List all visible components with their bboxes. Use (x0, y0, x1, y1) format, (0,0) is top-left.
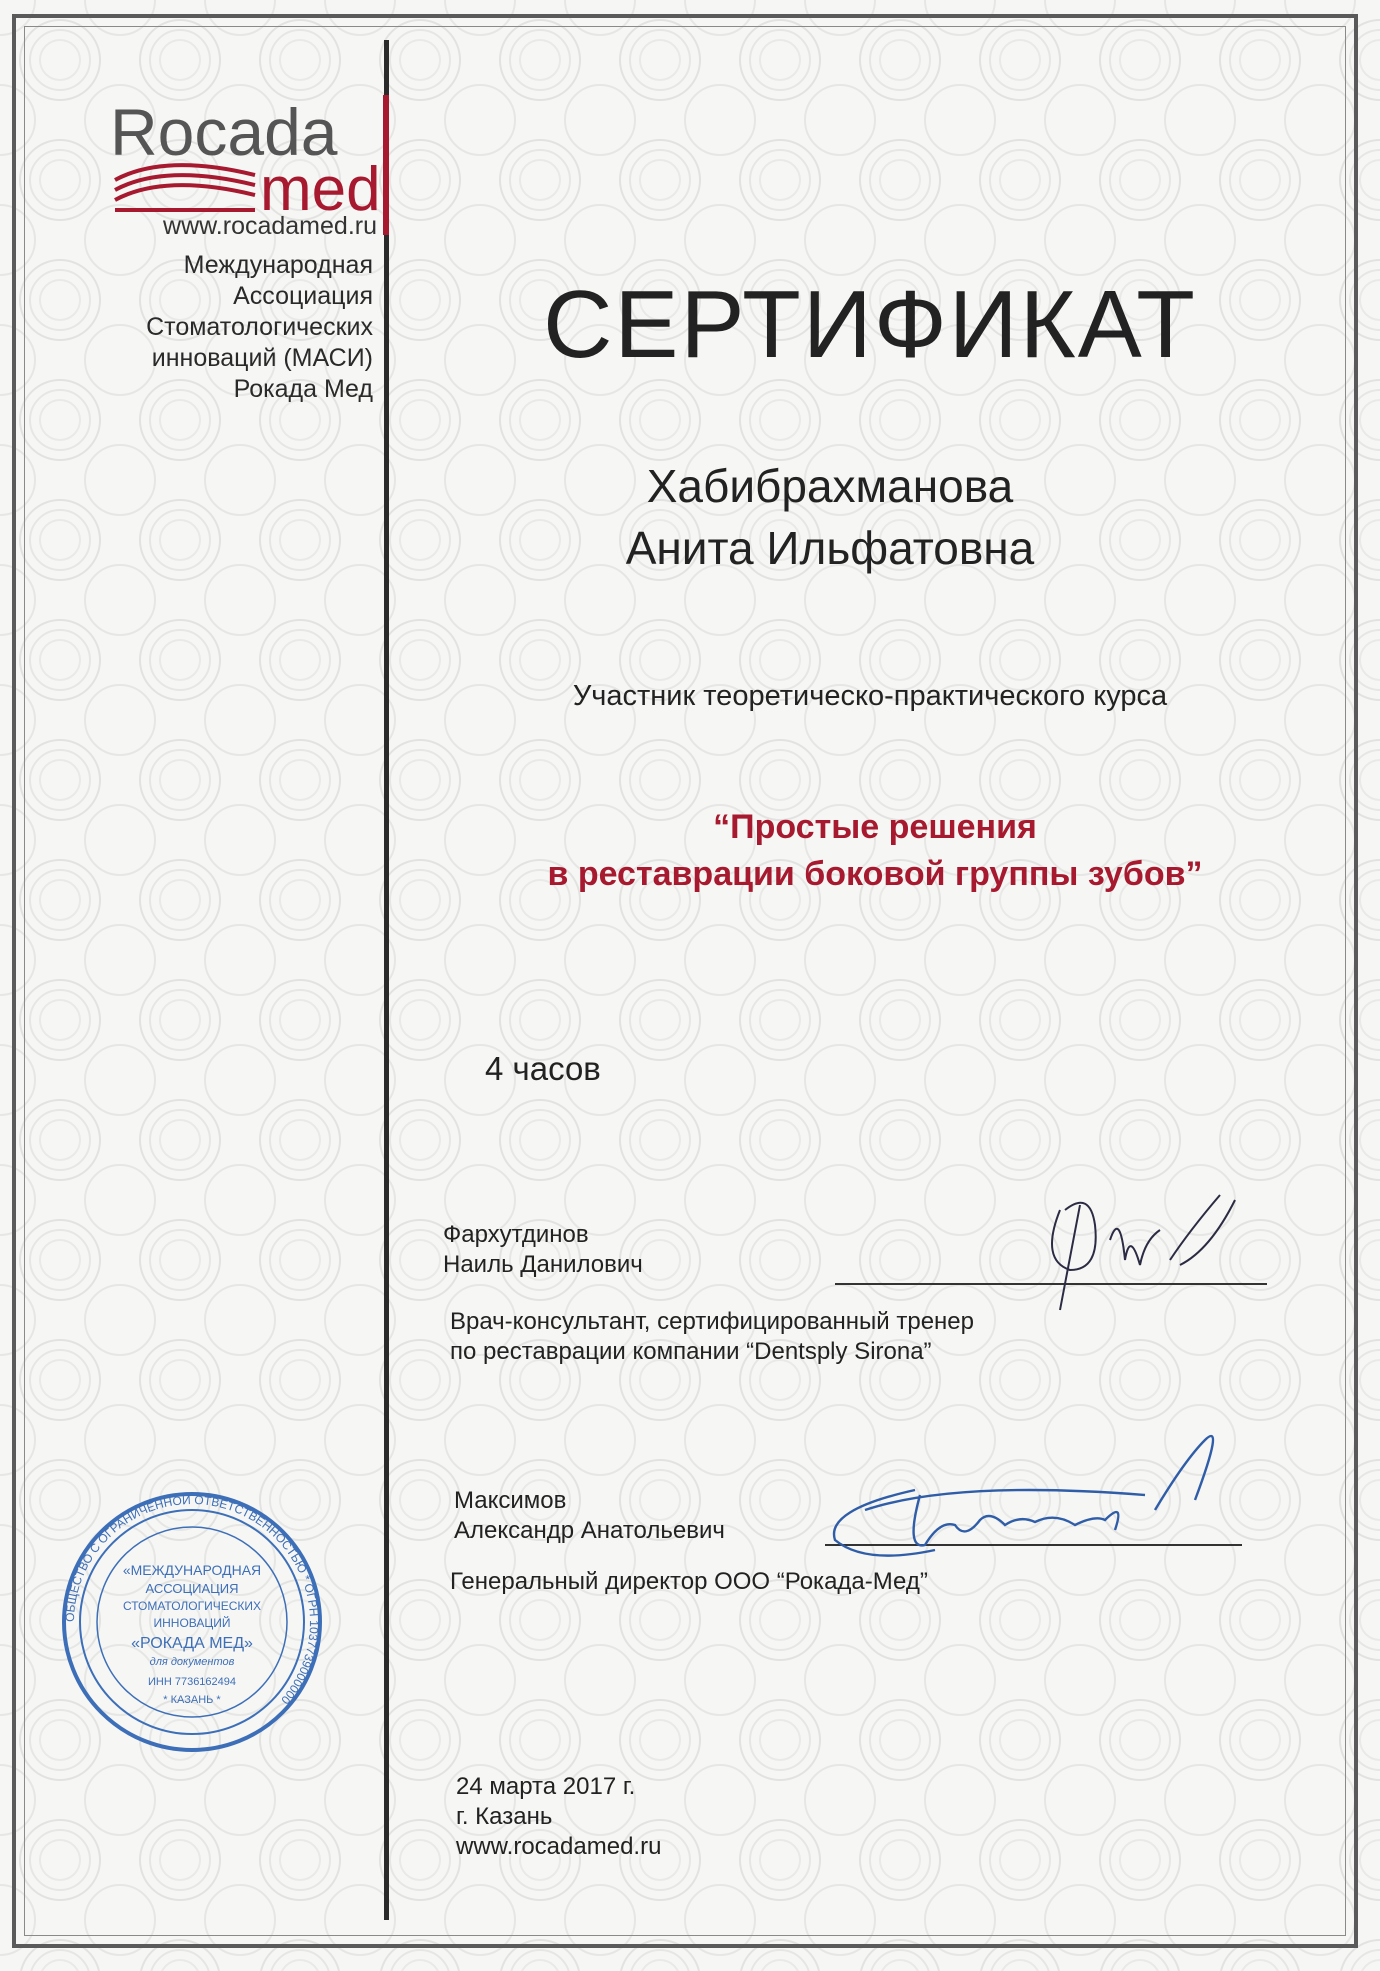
svg-text:СТОМАТОЛОГИЧЕСКИХ: СТОМАТОЛОГИЧЕСКИХ (122, 1599, 262, 1613)
company-stamp (55, 1485, 330, 1760)
signature-2 (805, 1400, 1245, 1570)
signatory1-role: Врач-консультант, сертифицированный тренер по реставрации компании “Dentsply Sirona” (450, 1308, 975, 1365)
signature-1 (1020, 1170, 1260, 1320)
svg-text:med: med (260, 155, 381, 224)
organization-name: Международная Ассоциация Стоматологических инноваций (МАСИ) Рокада Мед (146, 251, 373, 403)
issue-date: 24 марта 2017 г. (456, 1773, 636, 1800)
certificate-title: СЕРТИФИКАТ (543, 271, 1197, 378)
footer-info (456, 1772, 661, 1862)
svg-text:* КАЗАНЬ *: * КАЗАНЬ * (163, 1694, 221, 1706)
svg-text:Rocada: Rocada (110, 95, 338, 169)
course-title: “Простые решения в реставрации боковой группы зубов” (547, 808, 1203, 893)
logo-url: www.rocadamed.ru (163, 212, 377, 240)
vertical-divider (384, 40, 389, 1920)
svg-text:«РОКАДА МЕД»: «РОКАДА МЕД» (131, 1635, 253, 1652)
participant-text: Участник теоретическо-практического курса (572, 680, 1168, 712)
svg-text:для документов: для документов (149, 1656, 235, 1668)
course-hours: 4 часов (485, 1050, 601, 1087)
signatory2-name: Максимов Александр Анатольевич (454, 1487, 725, 1544)
svg-text:ОБЩЕСТВО С ОГРАНИЧЕННОЙ ОТВЕТС: ОБЩЕСТВО С ОГРАНИЧЕННОЙ ОТВЕТСТВЕННОСТЬЮ * ОГРН 1037739000000 (62, 1492, 322, 1707)
svg-text:ИННОВАЦИЙ: ИННОВАЦИЙ (153, 1616, 231, 1630)
signatory2-role: Генеральный директор ООО “Рокада-Мед” (450, 1568, 928, 1595)
svg-text:«МЕЖДУНАРОДНАЯ: «МЕЖДУНАРОДНАЯ (122, 1562, 262, 1578)
signatory1-name: Фархутдинов Наиль Данилович (443, 1221, 643, 1278)
footer-url: www.rocadamed.ru (456, 1833, 662, 1860)
svg-text:АССОЦИАЦИЯ: АССОЦИАЦИЯ (145, 1581, 239, 1596)
issue-city: г. Казань (456, 1803, 553, 1830)
recipient-name: Хабибрахманова Анита Ильфатовна (625, 460, 1035, 574)
svg-text:ИНН 7736162494: ИНН 7736162494 (147, 1676, 237, 1688)
